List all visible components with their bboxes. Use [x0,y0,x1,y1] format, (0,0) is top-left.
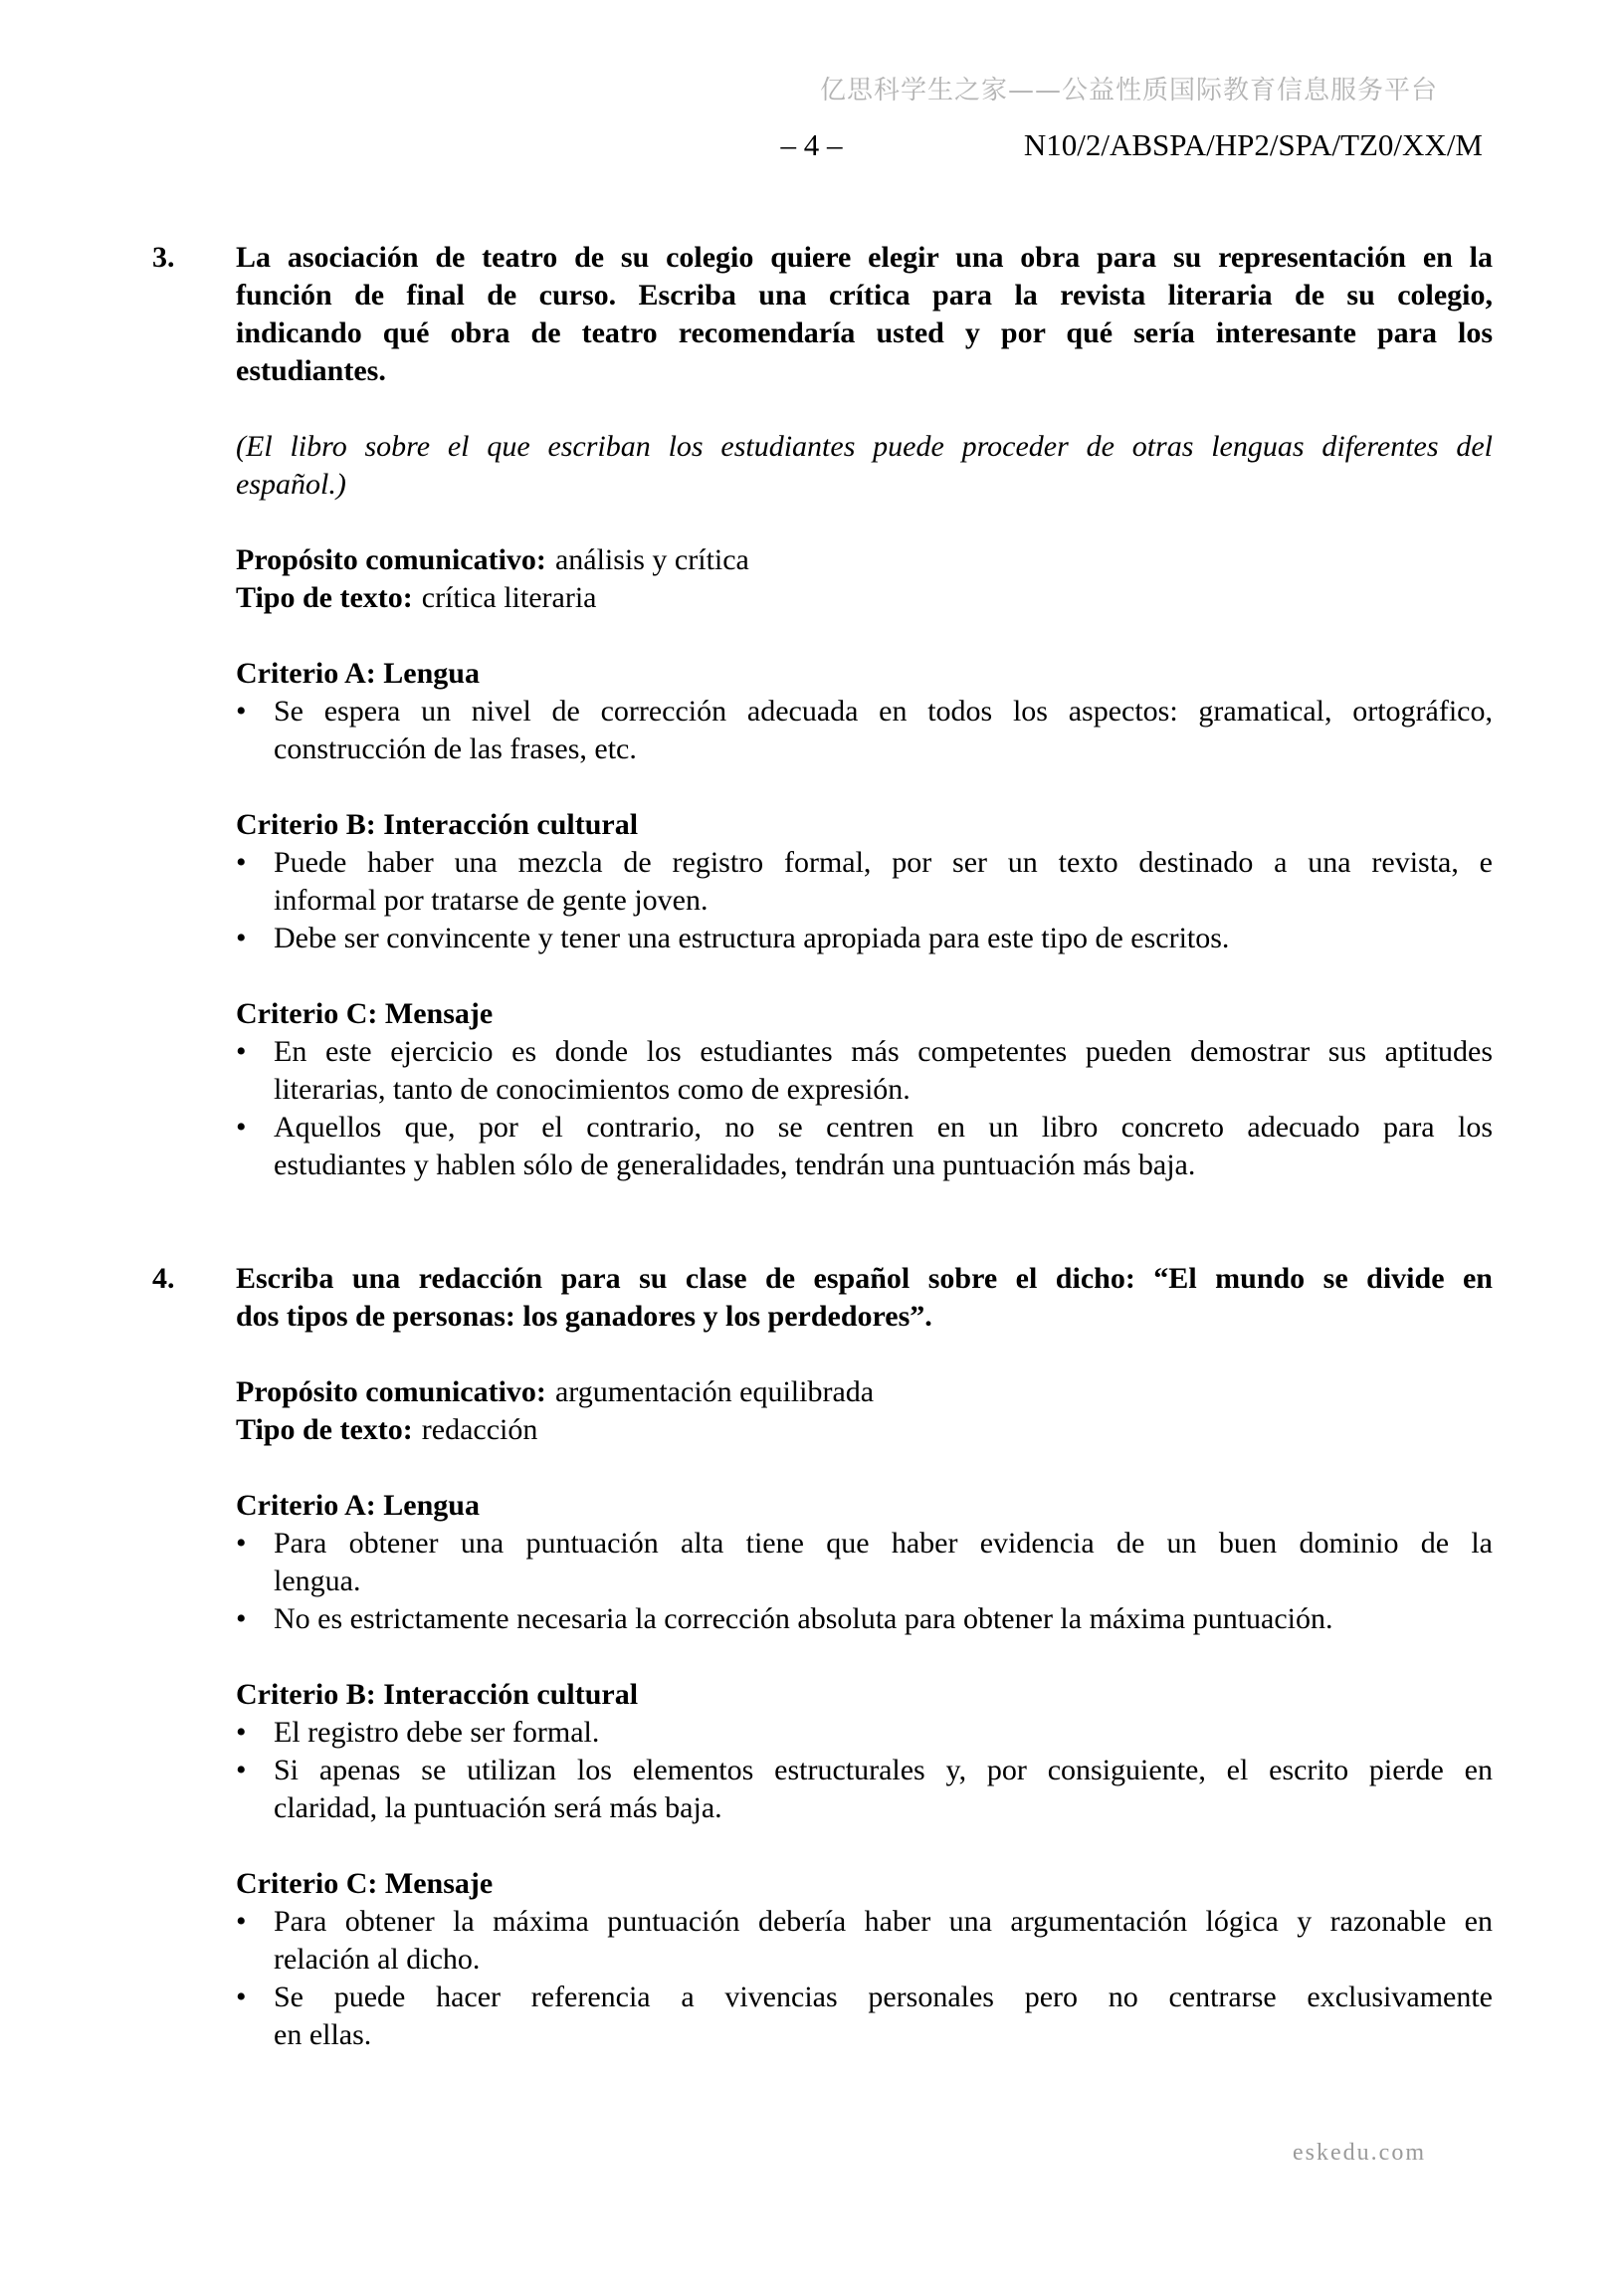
bullet-item [236,693,1493,768]
bullet-icon: • [236,1527,247,1560]
bullet-icon: • [236,1035,247,1068]
tipo-row [236,579,1493,617]
bullet-text [274,693,1493,768]
bullet-icon: • [236,1716,247,1749]
bullet-icon: • [236,1602,247,1635]
bullet-line: Aquellos que, por el contrario, no se centren en un libro concreto adecuado para los [274,1111,1493,1144]
criterion-heading: Criterio B: Interacción cultural [236,1678,639,1711]
bullet-item [236,920,1493,957]
bullet-text [274,1600,1493,1638]
criterion-heading: Criterio B: Interacción cultural [236,808,639,841]
bullet-item [236,1752,1493,1827]
bullet-text [274,1109,1493,1184]
proposito-row [236,1373,1493,1411]
bullet-text [274,1714,1493,1752]
bullet-text [274,920,1493,957]
bullet-line: Para obtener una puntuación alta tiene que haber evidencia de un buen dominio de la [274,1527,1493,1560]
page-number: – 4 – [780,127,843,162]
criterion-block [236,1676,1493,1827]
bullet-line: En este ejercicio es donde los estudiantes más competentes pueden demostrar sus aptitudes [274,1035,1493,1068]
bullet-text [274,1033,1493,1109]
question-prompt [236,239,1493,390]
bullet-line: estudiantes y hablen sólo de generalidades, tendrán una puntuación más baja. [274,1148,1196,1181]
criterion-heading: Criterio A: Lengua [236,1489,480,1522]
note-line: (El libro sobre el que escriban los estudiantes puede proceder de otras lenguas diferentes del [236,430,1493,463]
bullet-text [274,1903,1493,1979]
criterion-block [236,806,1493,957]
bullet-line: Se puede hacer referencia a vivencias personales pero no centrarse exclusivamente [274,1981,1493,2013]
bullet-line: construcción de las frases, etc. [274,732,637,765]
bullet-line: lengua. [274,1565,361,1597]
bullet-icon: • [236,1111,247,1144]
tipo-value: crítica literaria [421,581,597,614]
question-content [236,1260,1493,2054]
question-prompt [236,1260,1493,1336]
tipo-value: redacción [421,1413,538,1446]
bullet-line: literarias, tanto de conocimientos como de expresión. [274,1073,911,1106]
criterion-block [236,655,1493,768]
tipo-label: Tipo de texto: [236,1413,413,1446]
tipo-row [236,1411,1493,1449]
footer-watermark: eskedu.com [1293,2140,1426,2166]
question-content [236,239,1493,1184]
bullet-line: claridad, la puntuación será más baja. [274,1791,722,1824]
bullet-text [274,1979,1493,2054]
proposito-label: Propósito comunicativo: [236,543,546,576]
bullet-line: No es estrictamente necesaria la corrección absoluta para obtener la máxima puntuación. [274,1602,1333,1635]
bullet-line: Debe ser convincente y tener una estructura apropiada para este tipo de escritos. [274,922,1230,954]
bullet-item [236,844,1493,920]
criterion-heading: Criterio A: Lengua [236,657,480,690]
bullet-line: El registro debe ser formal. [274,1716,600,1749]
bullet-line: Si apenas se utilizan los elementos estructurales y, por consiguiente, el escrito pierde en [274,1754,1493,1786]
question-note [236,428,1493,504]
prompt-line: dos tipos de personas: los ganadores y los perdedores”. [236,1300,932,1333]
question-meta [236,1373,1493,1449]
bullet-line: en ellas. [274,2018,372,2051]
page-header [0,127,1623,169]
bullet-item [236,1033,1493,1109]
bullet-icon: • [236,695,247,728]
bullet-icon: • [236,1905,247,1938]
bullet-icon: • [236,1754,247,1786]
bullet-line: Puede haber una mezcla de registro formal, por ser un texto destinado a una revista, e [274,846,1493,879]
tipo-label: Tipo de texto: [236,581,413,614]
markscheme-body [152,239,1493,2054]
bullet-icon: • [236,846,247,879]
bullet-item [236,1600,1493,1638]
exam-paper-code: N10/2/ABSPA/HP2/SPA/TZ0/XX/M [1023,127,1483,162]
question-meta [236,541,1493,617]
proposito-value: análisis y crítica [554,543,749,576]
proposito-label: Propósito comunicativo: [236,1375,546,1408]
bullet-icon: • [236,922,247,954]
criterion-block [236,995,1493,1184]
bullet-text [274,1752,1493,1827]
bullet-line: relación al dicho. [274,1943,481,1976]
criterion-block [236,1865,1493,2054]
question-number: 3. [152,241,175,274]
proposito-row [236,541,1493,579]
bullet-item [236,1109,1493,1184]
bullet-text [274,844,1493,920]
criterion-heading: Criterio C: Mensaje [236,997,494,1030]
criterion-block [236,1487,1493,1638]
prompt-line: La asociación de teatro de su colegio quiere elegir una obra para su representación en la [236,241,1493,274]
proposito-value: argumentación equilibrada [554,1375,875,1408]
prompt-line: indicando qué obra de teatro recomendaría usted y por qué sería interesante para los [236,316,1493,349]
bullet-text [274,1525,1493,1600]
note-line: español.) [236,468,346,501]
prompt-line: Escriba una redacción para su clase de español sobre el dicho: “El mundo se divide en [236,1262,1493,1295]
question-number: 4. [152,1262,175,1295]
header-watermark-chinese: 亿思科学生之家——公益性质国际教育信息服务平台 [819,76,1438,105]
bullet-item [236,1979,1493,2054]
bullet-icon: • [236,1981,247,2013]
bullet-line: Para obtener la máxima puntuación debería haber una argumentación lógica y razonable en [274,1905,1493,1938]
criterion-heading: Criterio C: Mensaje [236,1867,494,1900]
bullet-item [236,1714,1493,1752]
prompt-line: estudiantes. [236,354,386,387]
question-3 [152,239,1493,1184]
question-4 [152,1260,1493,2054]
bullet-line: informal por tratarse de gente joven. [274,884,709,917]
bullet-item [236,1903,1493,1979]
bullet-line: Se espera un nivel de corrección adecuada en todos los aspectos: gramatical, ortográfico, [274,695,1493,728]
bullet-item [236,1525,1493,1600]
prompt-line: función de final de curso. Escriba una crítica para la revista literaria de su colegio, [236,279,1493,312]
